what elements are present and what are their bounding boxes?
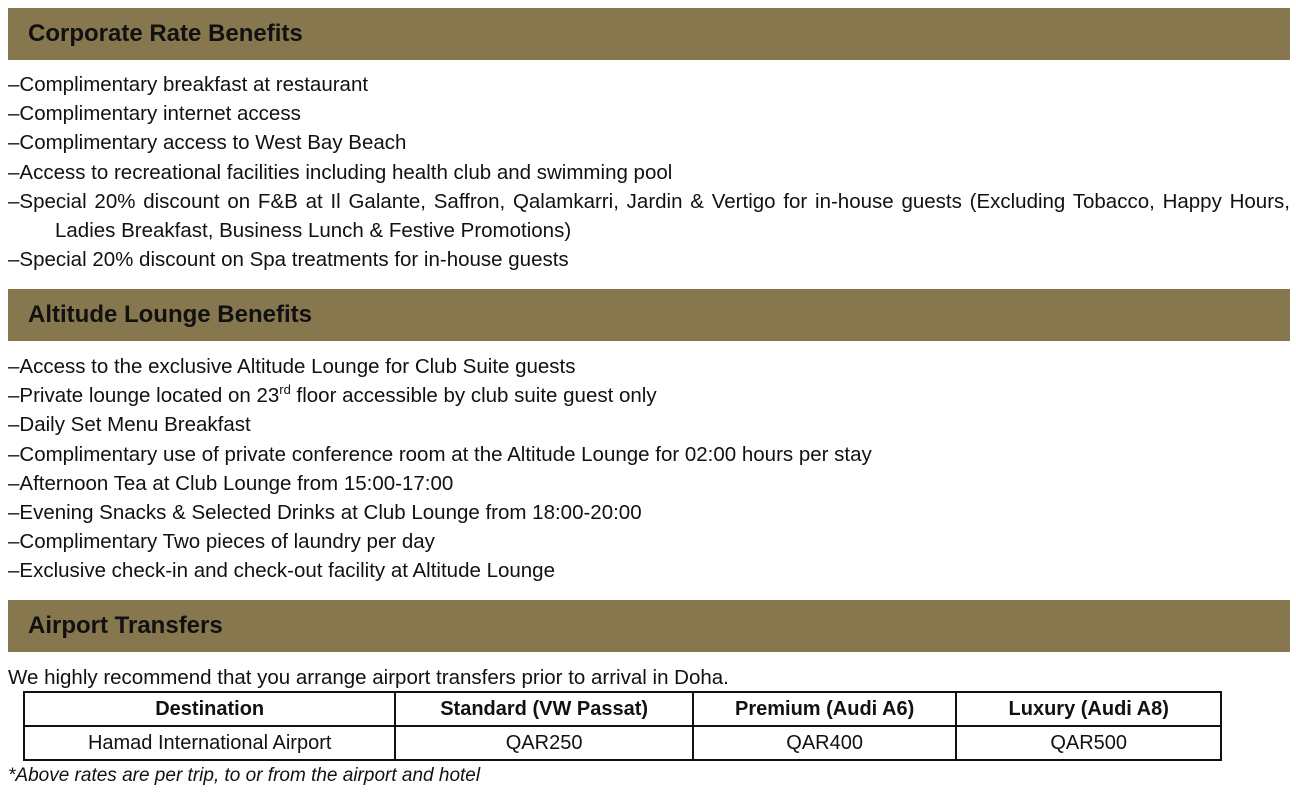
list-item [8,381,1290,410]
list-item: –Complimentary access to West Bay Beach [8,131,407,155]
list-item: –Complimentary use of private conference room at the Altitude Lounge for 02:00 hours per stay [8,442,872,466]
list-item: –Afternoon Tea at Club Lounge from 15:00-17:00 [8,471,454,495]
cell-luxury-rate: QAR500 [956,726,1221,760]
rates-footnote: *Above rates are per trip, to or from the airport and hotel [8,765,481,786]
corporate-rate-header [8,8,1290,60]
header-premium: Premium (Audi A6) [693,692,957,726]
altitude-benefits-list [8,352,1290,586]
header-luxury: Luxury (Audi A8) [956,692,1221,726]
header-standard: Standard (VW Passat) [395,692,692,726]
ordinal-suffix: rd [279,382,291,398]
list-item: –Daily Set Menu Breakfast [8,413,251,437]
transfer-rates-table [23,691,1222,761]
airport-transfers-header [8,600,1290,652]
corporate-benefits-list [8,70,1290,274]
airport-intro: We highly recommend that you arrange airport transfers prior to arrival in Doha. [8,666,729,689]
table-header-row [24,692,1221,726]
table-row [24,726,1221,760]
list-item: –Complimentary Two pieces of laundry per day [8,530,435,554]
list-item: –Special 20% discount on Spa treatments for in-house guests [8,248,569,272]
cell-standard-rate: QAR250 [395,726,692,760]
airport-transfers-title: Airport Transfers [28,612,223,639]
cell-premium-rate: QAR400 [693,726,957,760]
list-item: –Access to recreational facilities including health club and swimming pool [8,160,673,184]
altitude-lounge-header [8,289,1290,341]
list-item: –Complimentary breakfast at restaurant [8,73,369,96]
list-item: –Complimentary internet access [8,102,301,126]
altitude-lounge-title: Altitude Lounge Benefits [28,301,312,328]
list-item: –Exclusive check-in and check-out facility at Altitude Lounge [8,559,555,583]
list-item: –Access to the exclusive Altitude Lounge for Club Suite guests [8,355,576,378]
list-item: –Special 20% discount on F&B at Il Galante, Saffron, Qalamkarri, Jardin & Vertigo for in-house guests (Excluding Tobacco, Happy Hours, Ladies Breakfast, Business Lunch & Festive Promotions) [8,189,1290,243]
floor-text-rest: floor accessible by club suite guest only [290,384,657,408]
cell-destination: Hamad International Airport [24,726,395,760]
list-item: –Evening Snacks & Selected Drinks at Club Lounge from 18:00-20:00 [8,501,642,525]
floor-text: –Private lounge located on 23 [8,384,280,408]
header-destination: Destination [24,692,395,726]
corporate-rate-title: Corporate Rate Benefits [28,20,303,47]
